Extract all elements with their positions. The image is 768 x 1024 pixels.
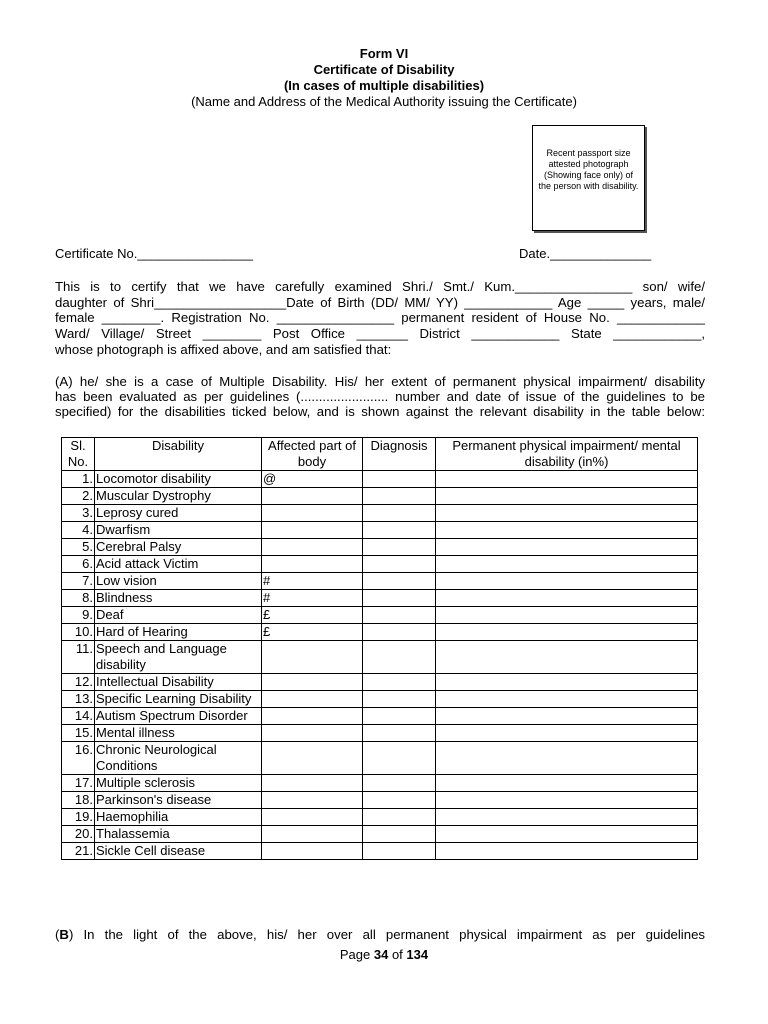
row-affected-part: [262, 488, 363, 505]
table-row: [62, 775, 698, 792]
row-impairment: [436, 708, 698, 725]
certify-line: Ward/ Village/ Street ________ Post Office _______ District ____________ State ____________,: [55, 326, 705, 341]
para-a-line: (A) he/ she is a case of Multiple Disability. His/ her extent of permanent physical impairment/ disability: [55, 374, 705, 389]
table-row: [62, 809, 698, 826]
row-affected-part: [262, 843, 363, 860]
row-diagnosis: [363, 556, 436, 573]
row-affected-part: [262, 809, 363, 826]
table-row: [62, 590, 698, 607]
row-disability: Specific Learning Disability: [95, 691, 262, 708]
row-number: 19.: [62, 809, 95, 826]
row-diagnosis: [363, 607, 436, 624]
row-disability: Speech and Language disability: [95, 641, 262, 674]
row-diagnosis: [363, 775, 436, 792]
row-diagnosis: [363, 691, 436, 708]
table-body: [62, 471, 698, 860]
para-a-line: specified) for the disabilities ticked below, and is shown against the relevant disability in the table below:: [55, 404, 705, 419]
row-impairment: [436, 556, 698, 573]
row-impairment: [436, 471, 698, 488]
row-disability: Parkinson's disease: [95, 792, 262, 809]
row-diagnosis: [363, 471, 436, 488]
row-affected-part: #: [262, 573, 363, 590]
row-affected-part: [262, 522, 363, 539]
row-number: 14.: [62, 708, 95, 725]
table-header-row: [62, 438, 698, 471]
certify-line: This is to certify that we have carefully examined Shri./ Smt./ Kum.________________ son/ wife/: [55, 279, 705, 294]
row-impairment: [436, 775, 698, 792]
photo-box: [532, 125, 645, 231]
row-affected-part: [262, 826, 363, 843]
table-row: [62, 792, 698, 809]
row-diagnosis: [363, 505, 436, 522]
row-disability: Chronic Neurological Conditions: [95, 742, 262, 775]
header-diagnosis: Diagnosis: [363, 438, 436, 471]
row-number: 7.: [62, 573, 95, 590]
page-footer: [0, 947, 768, 962]
row-disability: Multiple sclerosis: [95, 775, 262, 792]
row-diagnosis: [363, 674, 436, 691]
row-number: 15.: [62, 725, 95, 742]
table-row: [62, 505, 698, 522]
row-number: 2.: [62, 488, 95, 505]
row-impairment: [436, 505, 698, 522]
row-impairment: [436, 573, 698, 590]
row-affected-part: @: [262, 471, 363, 488]
row-impairment: [436, 843, 698, 860]
row-impairment: [436, 539, 698, 556]
footer-total-pages: 134: [406, 947, 429, 962]
row-impairment: [436, 826, 698, 843]
row-diagnosis: [363, 573, 436, 590]
table-row: [62, 725, 698, 742]
table-row: [62, 641, 698, 674]
table-row: [62, 573, 698, 590]
table-row: [62, 556, 698, 573]
form-subtitle: (In cases of multiple disabilities): [283, 78, 485, 93]
table-row: [62, 826, 698, 843]
row-number: 13.: [62, 691, 95, 708]
row-affected-part: [262, 708, 363, 725]
row-impairment: [436, 641, 698, 674]
table-row: [62, 471, 698, 488]
row-affected-part: #: [262, 590, 363, 607]
row-disability: Intellectual Disability: [95, 674, 262, 691]
para-b-line: (B) In the light of the above, his/ her over all permanent physical impairment as per guidelines: [55, 927, 705, 942]
row-diagnosis: [363, 725, 436, 742]
row-disability: Locomotor disability: [95, 471, 262, 488]
table-row: [62, 708, 698, 725]
row-affected-part: [262, 539, 363, 556]
row-diagnosis: [363, 590, 436, 607]
table-row: [62, 742, 698, 775]
row-impairment: [436, 522, 698, 539]
row-affected-part: [262, 505, 363, 522]
row-disability: Haemophilia: [95, 809, 262, 826]
table-row: [62, 691, 698, 708]
row-affected-part: [262, 742, 363, 775]
disability-table: [61, 437, 698, 860]
row-disability: Muscular Dystrophy: [95, 488, 262, 505]
table-row: [62, 607, 698, 624]
form-number: Form VI: [359, 46, 409, 61]
header-disability: Disability: [95, 438, 262, 471]
row-number: 3.: [62, 505, 95, 522]
row-disability: Deaf: [95, 607, 262, 624]
footer-current-page: 34: [373, 947, 389, 962]
form-title: Certificate of Disability: [313, 62, 455, 77]
row-number: 8.: [62, 590, 95, 607]
table-row: [62, 843, 698, 860]
row-number: 17.: [62, 775, 95, 792]
row-number: 6.: [62, 556, 95, 573]
row-number: 4.: [62, 522, 95, 539]
table-row: [62, 674, 698, 691]
row-impairment: [436, 725, 698, 742]
row-impairment: [436, 792, 698, 809]
row-impairment: [436, 809, 698, 826]
row-disability: Mental illness: [95, 725, 262, 742]
row-diagnosis: [363, 641, 436, 674]
table-row: [62, 488, 698, 505]
row-affected-part: [262, 792, 363, 809]
para-b-label: B: [59, 927, 69, 942]
row-number: 10.: [62, 624, 95, 641]
certify-line: female ________. Registration No. ________________ permanent resident of House No. ____________: [55, 310, 705, 325]
row-number: 1.: [62, 471, 95, 488]
table-row: [62, 624, 698, 641]
row-affected-part: [262, 775, 363, 792]
row-impairment: [436, 624, 698, 641]
row-affected-part: [262, 556, 363, 573]
certify-line: whose photograph is affixed above, and am satisfied that:: [55, 342, 392, 357]
row-number: 21.: [62, 843, 95, 860]
table-row: [62, 522, 698, 539]
row-diagnosis: [363, 522, 436, 539]
certify-line: daughter of Shri__________________Date of Birth (DD/ MM/ YY) ____________ Age _____ years, male/: [55, 295, 705, 310]
row-diagnosis: [363, 843, 436, 860]
row-diagnosis: [363, 792, 436, 809]
header-affected-part: Affected part of body: [262, 438, 363, 471]
row-number: 16.: [62, 742, 95, 775]
photo-box-text: Recent passport size attested photograph (Showing face only) of the person with disability.: [538, 148, 639, 191]
row-affected-part: [262, 641, 363, 674]
row-number: 18.: [62, 792, 95, 809]
row-number: 20.: [62, 826, 95, 843]
row-impairment: [436, 488, 698, 505]
row-disability: Blindness: [95, 590, 262, 607]
row-diagnosis: [363, 742, 436, 775]
para-b-text: In the light of the above, his/ her over all permanent physical impairment as per guidelines: [73, 927, 705, 942]
row-disability: Sickle Cell disease: [95, 843, 262, 860]
footer-prefix: Page: [339, 947, 374, 962]
row-affected-part: [262, 691, 363, 708]
row-impairment: [436, 674, 698, 691]
row-diagnosis: [363, 539, 436, 556]
row-disability: Autism Spectrum Disorder: [95, 708, 262, 725]
row-diagnosis: [363, 809, 436, 826]
row-number: 11.: [62, 641, 95, 674]
row-diagnosis: [363, 708, 436, 725]
table-row: [62, 539, 698, 556]
header-impairment: Permanent physical impairment/ mental disability (in%): [436, 438, 698, 471]
row-diagnosis: [363, 488, 436, 505]
row-affected-part: [262, 674, 363, 691]
row-affected-part: [262, 725, 363, 742]
row-impairment: [436, 691, 698, 708]
row-disability: Dwarfism: [95, 522, 262, 539]
row-diagnosis: [363, 624, 436, 641]
row-disability: Leprosy cured: [95, 505, 262, 522]
header-sl-no: Sl. No.: [62, 438, 95, 471]
row-number: 9.: [62, 607, 95, 624]
row-impairment: [436, 607, 698, 624]
row-affected-part: £: [262, 624, 363, 641]
row-number: 5.: [62, 539, 95, 556]
row-impairment: [436, 742, 698, 775]
authority-line: (Name and Address of the Medical Authority issuing the Certificate): [191, 94, 577, 109]
row-disability: Hard of Hearing: [95, 624, 262, 641]
row-disability: Low vision: [95, 573, 262, 590]
para-a-line: has been evaluated as per guidelines (........................ number and date of issue of the guidelines to be: [55, 389, 705, 404]
row-disability: Thalassemia: [95, 826, 262, 843]
row-number: 12.: [62, 674, 95, 691]
certificate-date: Date.______________: [519, 246, 652, 261]
row-affected-part: £: [262, 607, 363, 624]
footer-middle: of: [388, 947, 407, 962]
row-disability: Cerebral Palsy: [95, 539, 262, 556]
row-disability: Acid attack Victim: [95, 556, 262, 573]
row-diagnosis: [363, 826, 436, 843]
row-impairment: [436, 590, 698, 607]
certificate-number: Certificate No.________________: [55, 246, 254, 261]
